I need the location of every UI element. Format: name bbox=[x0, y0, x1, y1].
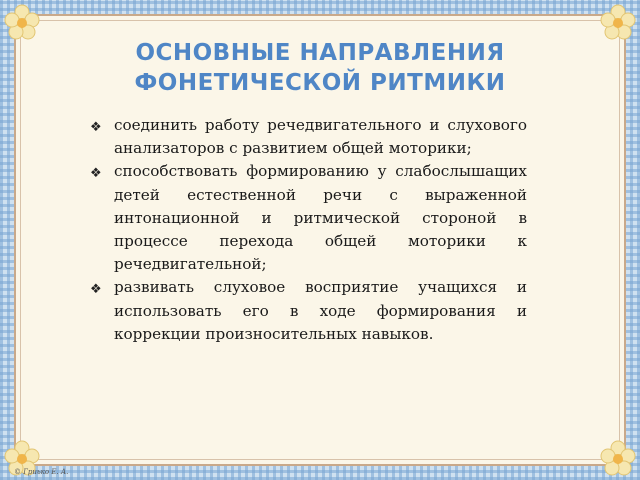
flower-corner-bottom-right-icon bbox=[598, 438, 638, 478]
list-item-text: соединить работу речедвигательного и слухового анализаторов с развитием общей моторики; bbox=[114, 116, 527, 158]
diamond-bullet-icon: ❖ bbox=[90, 120, 102, 135]
list-item-text: развивать слуховое восприятие учащихся и использовать его в ходе формирования и коррекции произносительных навыков. bbox=[114, 278, 527, 343]
slide-title-line-2: ФОНЕТИЧЕСКОЙ РИТМИКИ bbox=[134, 70, 506, 96]
slide-title-line-1: ОСНОВНЫЕ НАПРАВЛЕНИЯ bbox=[135, 40, 505, 66]
diamond-bullet-icon: ❖ bbox=[90, 282, 102, 298]
list-item bbox=[90, 114, 527, 160]
list-item bbox=[90, 160, 527, 276]
flower-corner-top-right-icon bbox=[598, 2, 638, 42]
flower-corner-top-left-icon bbox=[2, 2, 42, 42]
bullet-list bbox=[90, 114, 527, 346]
author-credit: © Гриько Е. А. bbox=[14, 468, 69, 476]
list-item-text: способствовать формированию у слабослышащих детей естественной речи с выраженной интонационной и ритмической стороной в процессе перехода общей моторики к речедвигательной; bbox=[114, 162, 527, 274]
slide-title bbox=[14, 38, 626, 98]
diamond-bullet-icon: ❖ bbox=[90, 166, 102, 182]
list-item bbox=[90, 276, 527, 346]
